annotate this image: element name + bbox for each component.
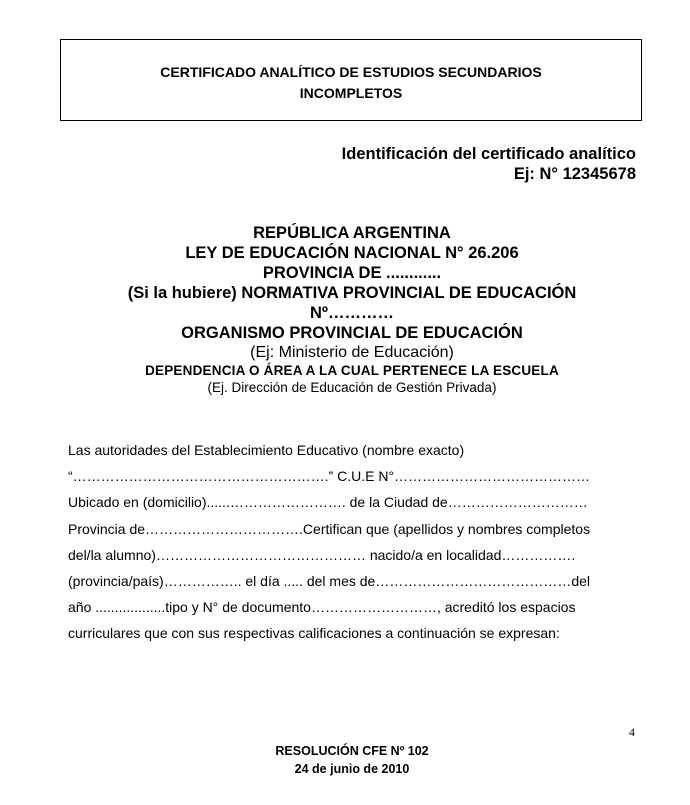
body-line: Ubicado en (domicilio)......……………………. de la Ciudad de…………………………: [68, 494, 588, 511]
identification-example: Ej: N° 12345678: [513, 165, 636, 183]
certificate-title-line-1: CERTIFICADO ANALÍTICO DE ESTUDIOS SECUNDARIOS: [160, 64, 542, 80]
resolution-number: RESOLUCIÓN CFE Nº 102: [275, 744, 429, 758]
organism-heading: ORGANISMO PROVINCIAL DE EDUCACIÓN: [181, 324, 523, 342]
province-heading: PROVINCIA DE ............: [262, 264, 442, 282]
body-line: Provincia de…………………………….Certifican que (apellidos y nombres completos: [68, 520, 591, 537]
body-line: “……………………………………………….” C.U.E N°……………………………………: [68, 468, 591, 485]
law-heading: LEY DE EDUCACIÓN NACIONAL N° 26.206: [185, 244, 519, 262]
organism-example: (Ej: Ministerio de Educación): [250, 344, 454, 361]
body-line: Las autoridades del Establecimiento Educativo (nombre exacto): [68, 442, 465, 458]
body-line: curriculares que con sus respectivas calificaciones a continuación se expresan:: [68, 625, 560, 642]
certificate-title-box: [60, 39, 642, 121]
certificate-identification: [342, 144, 636, 184]
certificate-body: [68, 437, 648, 647]
certificate-title-line-2: INCOMPLETOS: [299, 85, 403, 101]
identification-label: Identificación del certificado analítico: [341, 145, 636, 163]
body-line: (provincia/país)…………….. el día ..... del mes de……………………………………del: [68, 573, 591, 590]
body-line: del/la alumno)……………………………………… nacido/a en localidad…………….: [68, 546, 576, 563]
resolution-date: 24 de junio de 2010: [294, 762, 410, 776]
issuer-header: [0, 223, 690, 396]
resolution-footer: [0, 742, 690, 778]
body-line: año ..................tipo y N° de documento………………………, acreditó los espacios: [68, 599, 576, 616]
dependency-heading: DEPENDENCIA O ÁREA A LA CUAL PERTENECE LA ESCUELA: [145, 363, 559, 378]
normativa-heading: (Si la hubiere) NORMATIVA PROVINCIAL DE EDUCACIÓN: [127, 284, 577, 302]
page-number: 4: [629, 725, 635, 739]
country-heading: REPÚBLICA ARGENTINA: [253, 224, 451, 242]
normativa-number: Nº…………: [310, 304, 394, 322]
dependency-example: (Ej. Dirección de Educación de Gestión Privada): [207, 380, 497, 395]
